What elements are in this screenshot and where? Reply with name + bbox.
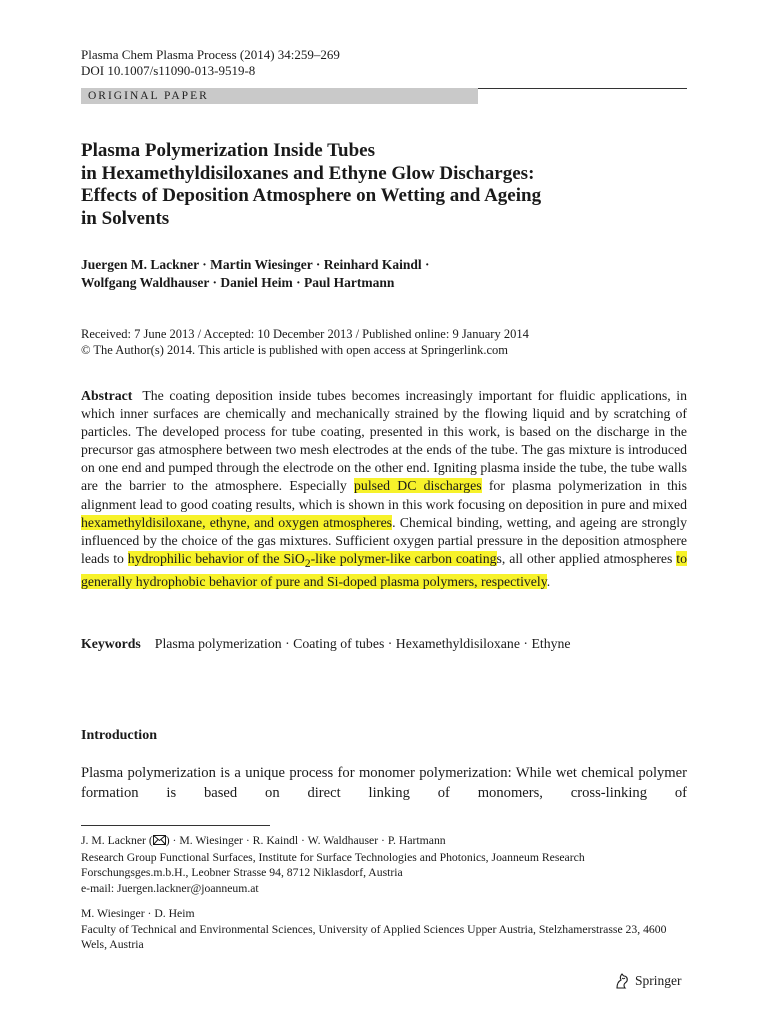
footnote-authors	[81, 833, 687, 850]
title-line: Effects of Deposition Atmosphere on Wetting and Ageing	[81, 185, 542, 206]
keywords	[81, 634, 687, 653]
abstract-text: s, all other applied atmospheres	[496, 550, 677, 566]
author-list	[81, 256, 681, 292]
highlight-text: -like polymer-like carbon coating	[310, 550, 497, 566]
footnote-text: ) · M. Wiesinger · R. Kaindl · W. Waldhauser · P. Hartmann	[165, 834, 446, 847]
category-label: ORIGINAL PAPER	[88, 90, 209, 102]
abstract-text: The coating deposition inside tubes becomes increasingly important for fluidic applications, in which inner surfaces are chemically and mechanically strained by the flowing liquid and by scratching of particles. The developed process for tube coating, presented in this work, is based on the discharge in the precursor gas atmosphere between two mesh electrodes at the ends of the tube. The gas mixture is introduced on one end and pumped through the electrode on the other end. Igniting plasma inside the tube, the tube walls are the barrier to the atmosphere. Especially	[81, 388, 687, 494]
publisher-name: Springer	[635, 973, 682, 988]
authors-line: Juergen M. Lackner · Martin Wiesinger · Reinhard Kaindl ·	[81, 257, 430, 272]
footnote-authors: M. Wiesinger · D. Heim	[81, 907, 195, 920]
abstract-label: Abstract	[81, 388, 133, 403]
copyright-line: © The Author(s) 2014. This article is published with open access at Springerlink.com	[81, 342, 509, 357]
journal-header	[81, 47, 340, 79]
affiliation-text: Research Group Functional Surfaces, Institute for Surface Technologies and Photonics, Joanneum Research Forschungsges.m.b.H., Leobner Strasse 94, 8712 Niklasdorf, Austria	[81, 850, 585, 879]
subscript: 2	[304, 557, 311, 570]
publication-dates	[81, 327, 681, 358]
envelope-icon	[153, 834, 166, 850]
publisher-logo	[614, 972, 682, 990]
highlight[interactable]: hexamethyldisiloxane, ethyne, and oxygen atmospheres	[81, 514, 393, 530]
highlight[interactable]: pulsed DC discharges	[354, 478, 482, 494]
email[interactable]: e-mail: Juergen.lackner@joanneum.at	[81, 881, 259, 895]
section-heading: Introduction	[81, 728, 157, 743]
title-line: Plasma Polymerization Inside Tubes	[81, 140, 375, 161]
paper-title	[81, 140, 681, 230]
header-rule	[478, 88, 687, 89]
title-line: in Hexamethyldisiloxanes and Ethyne Glow Discharges:	[81, 162, 535, 184]
title-line: in Solvents	[81, 207, 170, 229]
keywords-label: Keywords	[81, 636, 141, 651]
highlight[interactable]	[127, 550, 497, 570]
abstract-text: .	[546, 573, 551, 589]
footnote-affiliation-1	[81, 833, 687, 896]
history-line: Received: 7 June 2013 / Accepted: 10 December 2013 / Published online: 9 January 2014	[81, 327, 529, 341]
footnote-text: J. M. Lackner (	[81, 834, 153, 847]
springer-horse-icon	[614, 972, 630, 990]
footnote-affiliation-2	[81, 906, 687, 953]
journal-citation: Plasma Chem Plasma Process (2014) 34:259–269	[81, 47, 340, 62]
highlight-text: hydrophilic behavior of the SiO	[127, 550, 305, 566]
affiliation-text: Faculty of Technical and Environmental Sciences, University of Applied Sciences Upper Austria, Stelzhamerstrasse 23, 4600 Wels, Austria	[81, 922, 667, 951]
abstract-text: for plasma polymerization in this alignment lead to good coating results, which is shown in this work focusing on deposition in pure and mixed	[81, 478, 687, 512]
footnote-rule	[81, 825, 270, 826]
highlight[interactable]: to generally hydrophobic behavior of pure and Si-doped plasma polymers, respectively	[81, 550, 688, 589]
abstract	[81, 387, 687, 591]
abstract-text: . Chemical binding, wetting, and ageing are strongly influenced by the choice of the gas mixtures. Sufficient oxygen partial pressure in the deposition atmosphere leads to	[81, 514, 687, 566]
authors-line: Wolfgang Waldhauser · Daniel Heim · Paul Hartmann	[81, 275, 395, 290]
doi[interactable]: DOI 10.1007/s11090-013-9519-8	[81, 63, 256, 78]
keywords-text: Plasma polymerization · Coating of tubes · Hexamethyldisiloxane · Ethyne	[154, 636, 571, 651]
intro-paragraph: Plasma polymerization is a unique process for monomer polymerization: While wet chemical polymer formation is based on direct linking of monomers, cross-linking of	[81, 765, 687, 801]
